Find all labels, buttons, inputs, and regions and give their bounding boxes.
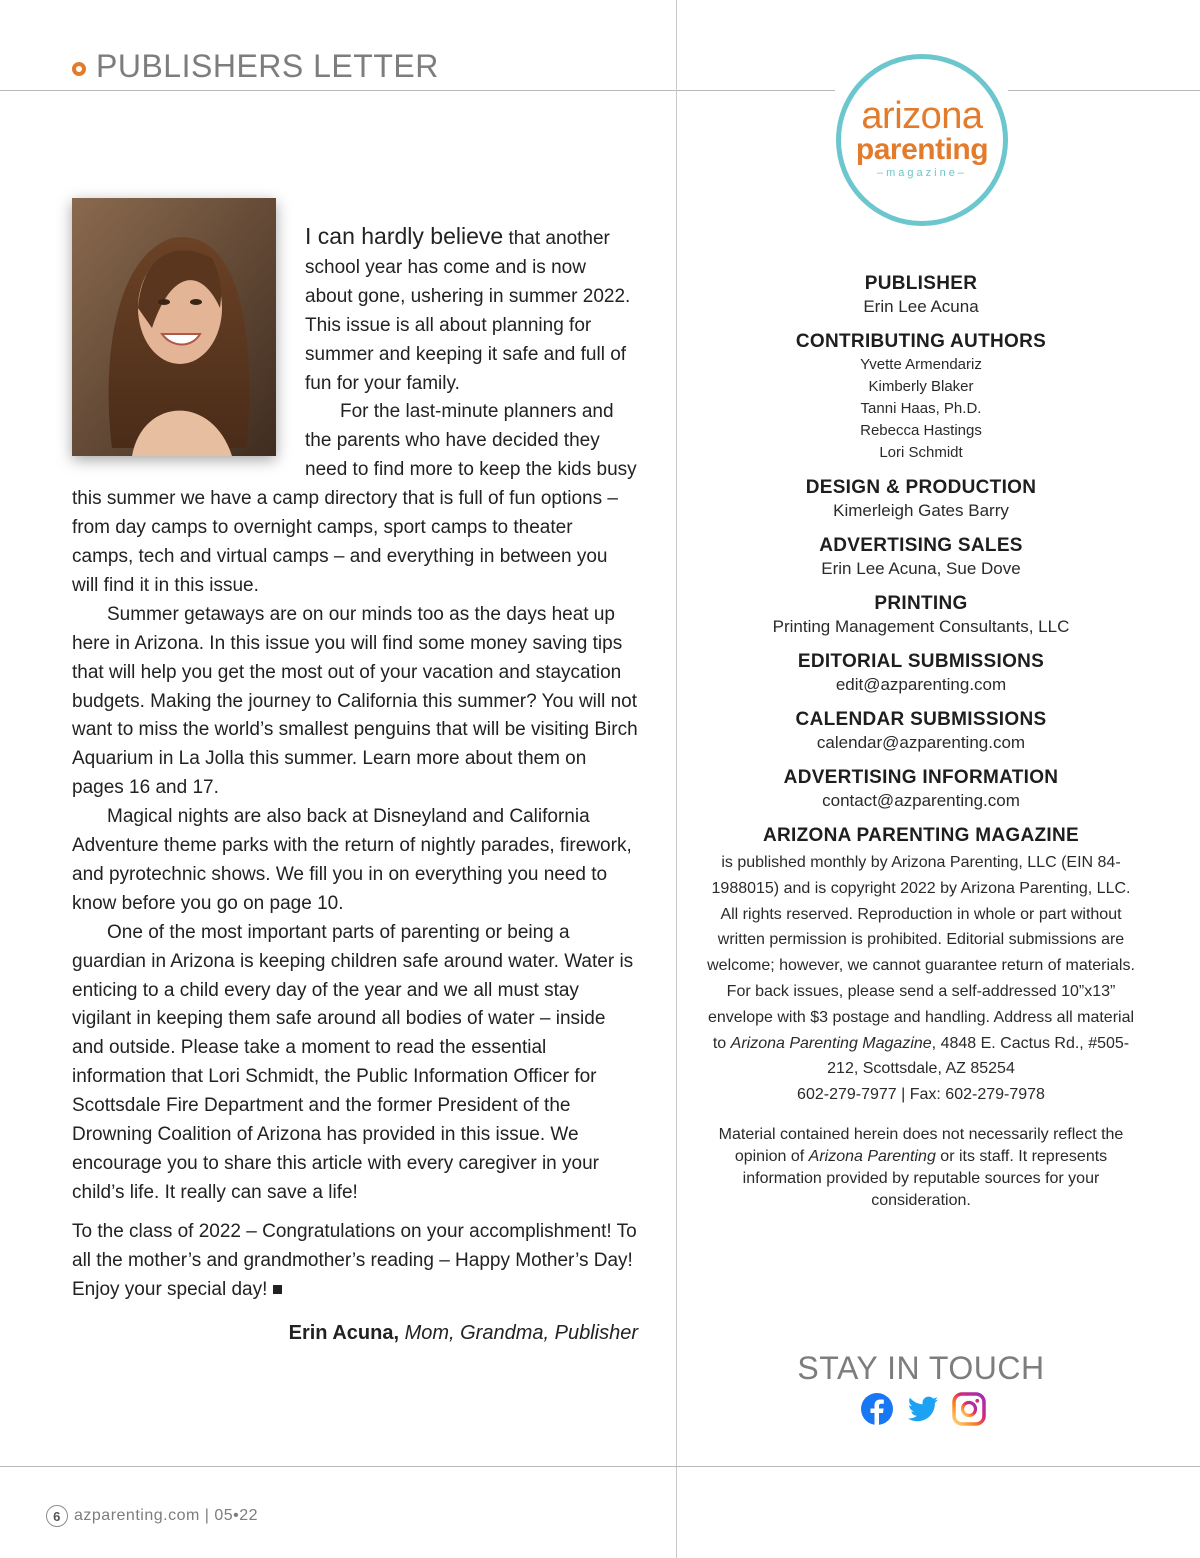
masthead-design [706,476,1136,522]
masthead-value: Printing Management Consultants, LLC [772,617,1070,636]
masthead-value: Erin Lee Acuna [863,297,979,316]
masthead-value: Erin Lee Acuna, Sue Dove [821,559,1021,578]
stay-in-touch-heading: STAY IN TOUCH [797,1350,1045,1386]
header-rule-right [677,90,835,91]
disclaimer-text: or its staff. It represents information provided by reputable sources for your consideration. [742,1147,1108,1209]
disclaimer-italic: Arizona Parenting [808,1147,936,1165]
arizona-parenting-logo [836,54,1008,226]
masthead-heading: ADVERTISING SALES [819,535,1023,556]
footer-site[interactable]: azparenting.com [74,1507,200,1524]
copyright-notice [706,850,1136,1108]
column-divider [676,0,677,1558]
section-header [72,48,439,85]
signature [72,1322,638,1345]
twitter-icon[interactable] [906,1392,940,1426]
masthead-heading: DESIGN & PRODUCTION [805,477,1037,498]
masthead-heading: ARIZONA PARENTING MAGAZINE [762,825,1079,846]
contact-email: contact@azparenting.com [822,791,1020,810]
footer-issue: 05•22 [214,1507,259,1524]
letter-paragraph: For the last-minute planners and the parents who have decided they need to find more to keep the kids busy this summer we have a camp directory that is full of fun options – from day camps to overnight camps, sport camps to theater camps, tech and virtual camps – and everything in between you will find it in this issue. [72,401,637,596]
footer-separator: | [199,1507,215,1524]
editorial-email: edit@azparenting.com [835,675,1007,694]
phone-fax: 602-279-7977 | Fax: 602-279-7978 [797,1086,1045,1104]
logo-word-parenting: parenting [855,133,989,166]
masthead-calendar [706,708,1136,754]
contributor-name: Kimberly Blaker [868,378,974,395]
paragraph-text: To the class of 2022 – Congratulations on your accomplishment! To all the mother’s and grandmother’s reading – Happy Mother’s Day! Enjoy your special day! [72,1220,637,1300]
header-bullet-icon [72,62,86,76]
disclaimer [706,1124,1136,1212]
letter-body [72,222,638,1305]
letter-paragraph-closing [72,1218,638,1305]
contributor-name: Rebecca Hastings [860,422,982,439]
letter-paragraph: One of the most important parts of parenting or being a guardian in Arizona is keeping children safe around water. Water is enticing to a child every day of the year and we all must stay vigilant in keeping them safe around all bodies of water – inside and outside. Please take a moment to read the essential information that Lori Schmidt, the Public Information Officer for Scottsdale Fire Department and the former President of the Drowning Coalition of Arizona has provided in this issue. We encourage you to share this article with every caregiver in your child’s life. It really can save a life! [72,921,634,1203]
photo-wrap-space [72,222,305,484]
instagram-icon[interactable] [952,1392,986,1426]
masthead-heading: CONTRIBUTING AUTHORS [795,331,1047,352]
masthead-magazine [706,824,1136,1108]
mailing-address: , 4848 E. Cactus Rd., #505-212, Scottsdale, AZ 85254 [827,1034,1130,1078]
lead-in-text: I can hardly believe [305,223,504,249]
masthead-editorial [706,650,1136,696]
address-magazine-name: Arizona Parenting Magazine [730,1034,932,1052]
signature-title: Mom, Grandma, Publisher [399,1322,638,1344]
social-links [860,1392,986,1426]
paragraph-text: that another school year has come and is now about gone, ushering in summer 2022. This issue is all about planning for summer and keeping it safe and full of fun for your family. [305,228,631,394]
logo-word-magazine: –magazine– [877,167,967,179]
masthead-value: Kimerleigh Gates Barry [833,501,1009,520]
end-mark-icon [273,1285,282,1294]
calendar-email: calendar@azparenting.com [816,733,1026,752]
contributor-name: Lori Schmidt [879,444,963,461]
footer-rule [0,1466,1200,1467]
copyright-text: is published monthly by Arizona Parenting, LLC (EIN 84-1988015) and is copyright 2022 by Arizona Parenting, LLC. All rights reserved. Reproduction in whole or part without written permission is prohibited. Editorial submissions are welcome; however, we cannot guarantee return of materials. For back issues, please send a self-addressed 10”x13” envelope with $3 postage and handling. [707,854,1135,1026]
address-prefix: Address all material to [712,1008,1135,1052]
masthead-publisher [706,272,1136,318]
facebook-icon[interactable] [860,1392,894,1426]
contributor-name: Yvette Armendariz [860,356,982,373]
masthead-heading: PRINTING [874,593,968,614]
page-footer [46,1505,258,1527]
masthead-contributing [706,330,1136,464]
logo-word-arizona: arizona [861,95,983,137]
masthead-printing [706,592,1136,638]
letter-paragraph: Summer getaways are on our minds too as the days heat up here in Arizona. In this issue you will find some money saving tips that will help you get the most out of your vacation and staycation budgets. Making the journey to California this summer? You will not want to miss the world’s smallest penguins that will be visiting Birch Aquarium in La Jolla this summer. Learn more about them on pages 16 and 17. [72,603,638,799]
masthead-heading: CALENDAR SUBMISSIONS [795,709,1047,730]
masthead-heading: ADVERTISING INFORMATION [783,767,1059,788]
masthead-ad-sales [706,534,1136,580]
disclaimer-text: Material contained herein does not necessarily reflect the opinion of [718,1125,1124,1165]
masthead-heading: EDITORIAL SUBMISSIONS [797,651,1045,672]
page-number: 6 [46,1505,68,1527]
contributor-name: Tanni Haas, Ph.D. [860,400,982,417]
header-rule-right-end [1008,90,1200,91]
section-title: PUBLISHERS LETTER [96,48,439,84]
masthead [706,272,1136,1212]
header-rule [0,90,676,91]
masthead-heading: PUBLISHER [864,273,978,294]
masthead-ad-info [706,766,1136,812]
signature-name: Erin Acuna, [288,1322,400,1344]
letter-paragraph: Magical nights are also back at Disneyland and California Adventure theme parks with the return of nightly parades, firework, and pyrotechnic shows. We fill you in on everything you need to know before you go on page 10. [72,806,632,914]
